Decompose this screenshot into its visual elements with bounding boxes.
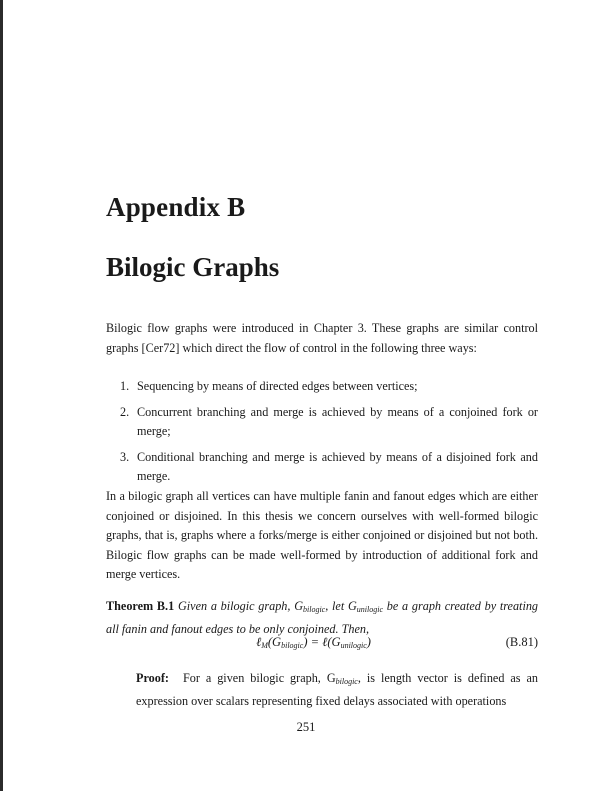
chapter-title: Bilogic Graphs [106, 252, 280, 282]
proof-label: Proof: [136, 671, 169, 685]
list-item-number: 1. [120, 379, 130, 393]
list-item-number: 2. [120, 404, 130, 419]
equation-number: (B.81) [505, 635, 538, 649]
theorem-text: Given a bilogic graph, $G_{bilogic}$, let $G_{unilogic}$ be a graph created by treating all fanin and fanout edges to be only conjoined. Then, [106, 599, 539, 636]
appendix-label: Appendix B [106, 192, 246, 222]
list-item [120, 377, 538, 397]
list-item-text: Sequencing by means of directed edges between vertices; [137, 379, 418, 393]
theorem-label: Theorem B.1 [106, 599, 175, 613]
theorem [106, 597, 538, 639]
scan-edge [0, 0, 3, 791]
list-item-text: Conditional branching and merge is achieved by means of a disjoined fork and merge. [137, 449, 538, 483]
proof [136, 669, 538, 711]
control-flow-list [120, 377, 538, 493]
list-item [120, 403, 538, 442]
equation-body: $\ell_M(G_{bilogic})$ = $\ell(G_{unilogic})$ [256, 635, 371, 650]
list-item-text: Concurrent branching and merge is achieved by means of a conjoined fork or merge; [137, 404, 538, 438]
equation [106, 635, 538, 655]
list-item-number: 3. [120, 449, 130, 464]
list-item [120, 448, 538, 487]
proof-text: For a given bilogic graph, $G_{bilogic}$, is length vector is defined as an expression over scalars representing fixed delays associated with operations [136, 671, 538, 708]
page-number: 251 [296, 720, 316, 734]
intro-paragraph: Bilogic flow graphs were introduced in Chapter 3. These graphs are similar control graphs [Cer72] which direct the flow of control in the following three ways: [106, 321, 538, 355]
second-paragraph: In a bilogic graph all vertices can have multiple fanin and fanout edges which are either conjoined or disjoined. In this thesis we concern ourselves with well-formed bilogic graphs, that is, graphs where a forks/merge is either conjoined or disjoined but not both. Bilogic flow graphs can be made well-formed by introduction of additional fork and merge vertices. [106, 489, 538, 581]
